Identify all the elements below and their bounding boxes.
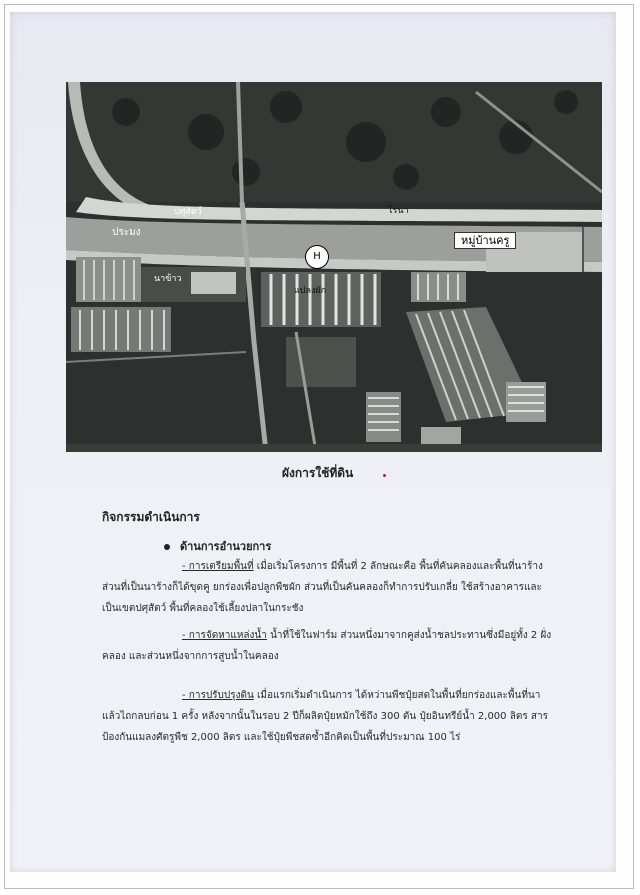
paragraph-land-preparation [102,556,582,619]
map-label-fishery: ประมง [112,227,141,238]
land-preparation-line-2: ส่วนที่เป็นนาร้างก็ได้ขุดคู ยกร่องเพื่อปลูกพืชผัก ส่วนที่เป็นคันคลองก็ทำการปรับเกลี่ย ใช้สร้างอาคารและ [102,582,542,593]
bullet-dot-icon [164,544,170,550]
soil-improvement-line-1: เมื่อแรกเริ่มดำเนินการ ได้หว่านพืชปุ๋ยสดในพื้นที่ยกร่องและพื้นที่นา [253,690,541,701]
land-preparation-title: - การเตรียมพื้นที่ [182,561,254,572]
soil-improvement-line-2: แล้วไถกลบก่อน 1 ครั้ง หลังจากนั้นในรอบ 2 ปีก็ผลิตปุ๋ยหมักใช้ถึง 300 ตัน ปุ๋ยอินทรีย์น้ำ 2,000 ลิตร สาร [102,711,548,722]
map-label-livestock: ปศุสัตว์ [174,207,202,217]
paragraph-soil-improvement [102,685,582,748]
map-label-vegetable-plot: แปลงผัก [294,286,327,296]
map-caption: ผังการใช้ที่ดิน [282,466,354,480]
map-label-rice-field: นาข้าว [154,274,182,284]
map-label-village: หมู่บ้านครู [454,232,516,249]
bullet-title: ด้านการอำนวยการ [180,540,272,553]
water-source-line-1: น้ำที่ใช้ในฟาร์ม ส่วนหนึ่งมาจากคูส่งน้ำชลประทานซึ่งมีอยู่ทั้ง 2 ฝั่ง [266,630,552,641]
section-heading: กิจกรรมดำเนินการ [102,510,200,524]
land-preparation-line-3: เป็นเขตปศุสัตว์ พื้นที่คลองใช้เลี้ยงปลาในกระชัง [102,603,304,614]
bullet-item [164,537,271,555]
aerial-land-use-map [66,82,602,452]
water-source-title: - การจัดหาแหล่งน้ำ [182,630,267,641]
water-source-line-2: คลอง และส่วนหนึ่งจากการสูบน้ำในคลอง [102,651,279,662]
map-label-farm: ไร่นา [388,206,409,216]
land-preparation-line-1: เมื่อเริ่มโครงการ มีพื้นที่ 2 ลักษณะคือ พื้นที่คันคลองและพื้นที่นาร้าง [253,561,543,572]
soil-improvement-title: - การปรับปรุงดิน [182,690,254,701]
paragraph-water-source [102,625,582,667]
soil-improvement-line-3: ป้องกันแมลงศัตรูพืช 2,000 ลิตร และใช้ปุ๋ยพืชสดซ้ำอีกคิดเป็นพื้นที่ประมาณ 100 ไร่ [102,732,461,743]
red-dot-mark [383,474,386,477]
aerial-photo-graphic [66,82,602,452]
h-marker-icon: H [305,245,329,269]
